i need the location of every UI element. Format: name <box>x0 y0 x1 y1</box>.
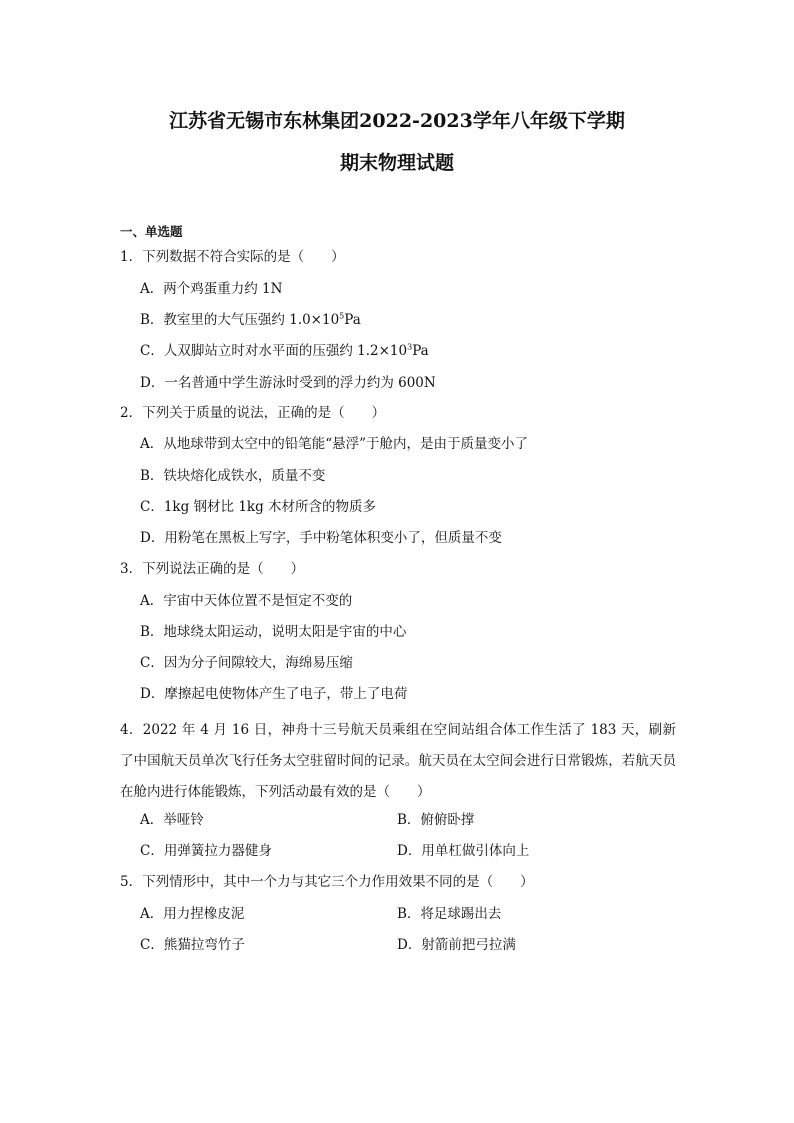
document-title-line1: 江苏省无锡市东林集团2022-2023学年八年级下学期 <box>169 110 625 132</box>
question-1-option-b: B．教室里的大气压强约 $1.0\times 10^5Pa$ <box>140 311 361 328</box>
question-1-stem: 1．下列数据不符合实际的是（ ） <box>120 249 345 265</box>
question-3-option-b: B．地球绕太阳运动，说明太阳是宇宙的中心 <box>140 624 407 640</box>
section-heading: 一、单选题 <box>120 224 183 239</box>
question-3-option-a: A．宇宙中天体位置不是恒定不变的 <box>140 593 353 609</box>
question-2-option-c: C．1kg 钢材比 1kg 木材所含的物质多 <box>140 499 377 515</box>
question-5-stem: 5．下列情形中，其中一个力与其它三个力作用效果不同的是（ ） <box>120 874 534 890</box>
question-3-option-d: D．摩擦起电使物体产生了电子，带上了电荷 <box>140 686 408 702</box>
question-4-stem: 4．2022 年 4 月 16 日，神舟十三号航天员乘组在空间站组合体工作生活了 183 天，刷新了中国航天员单次飞行任务太空驻留时间的记录。航天员在太空间会进行日常锻炼，若航天员在舱内进行体能锻炼，下列活动最有效的是（ ） <box>120 722 676 800</box>
question-4-option-c: C．用弹簧拉力器健身 <box>140 843 272 859</box>
question-5-option-b: B．将足球踢出去 <box>397 906 502 922</box>
question-1-option-d: D．一名普通中学生游泳时受到的浮力约为 600N <box>140 375 436 391</box>
question-3-option-c: C．因为分子间隙较大，海绵易压缩 <box>140 655 353 671</box>
question-1-option-a: A．两个鸡蛋重力约 1N <box>140 281 283 297</box>
question-2-option-b: B．铁块熔化成铁水，质量不变 <box>140 468 326 484</box>
question-5-option-c: C．熊猫拉弯竹子 <box>140 937 245 953</box>
question-5-option-a: A．用力捏橡皮泥 <box>140 906 245 922</box>
question-3-stem: 3．下列说法正确的是（ ） <box>120 561 305 577</box>
question-2-stem: 2．下列关于质量的说法，正确的是（ ） <box>120 405 386 421</box>
question-4-option-a: A．举哑铃 <box>140 812 204 828</box>
question-5-option-d: D．射箭前把弓拉满 <box>397 937 516 953</box>
question-4-option-d: D．用单杠做引体向上 <box>397 843 530 859</box>
question-2-option-a: A．从地球带到太空中的铅笔能“悬浮”于舱内，是由于质量变小了 <box>140 436 529 452</box>
question-2-option-d: D．用粉笔在黑板上写字，手中粉笔体积变小了，但质量不变 <box>140 530 502 546</box>
question-4-option-b: B．俯俯卧撑 <box>397 812 475 828</box>
question-1-option-c: C．人双脚站立时对水平面的压强约 $1.2\times 10^3Pa$ <box>140 342 429 359</box>
document-title-line2: 期末物理试题 <box>339 152 454 174</box>
